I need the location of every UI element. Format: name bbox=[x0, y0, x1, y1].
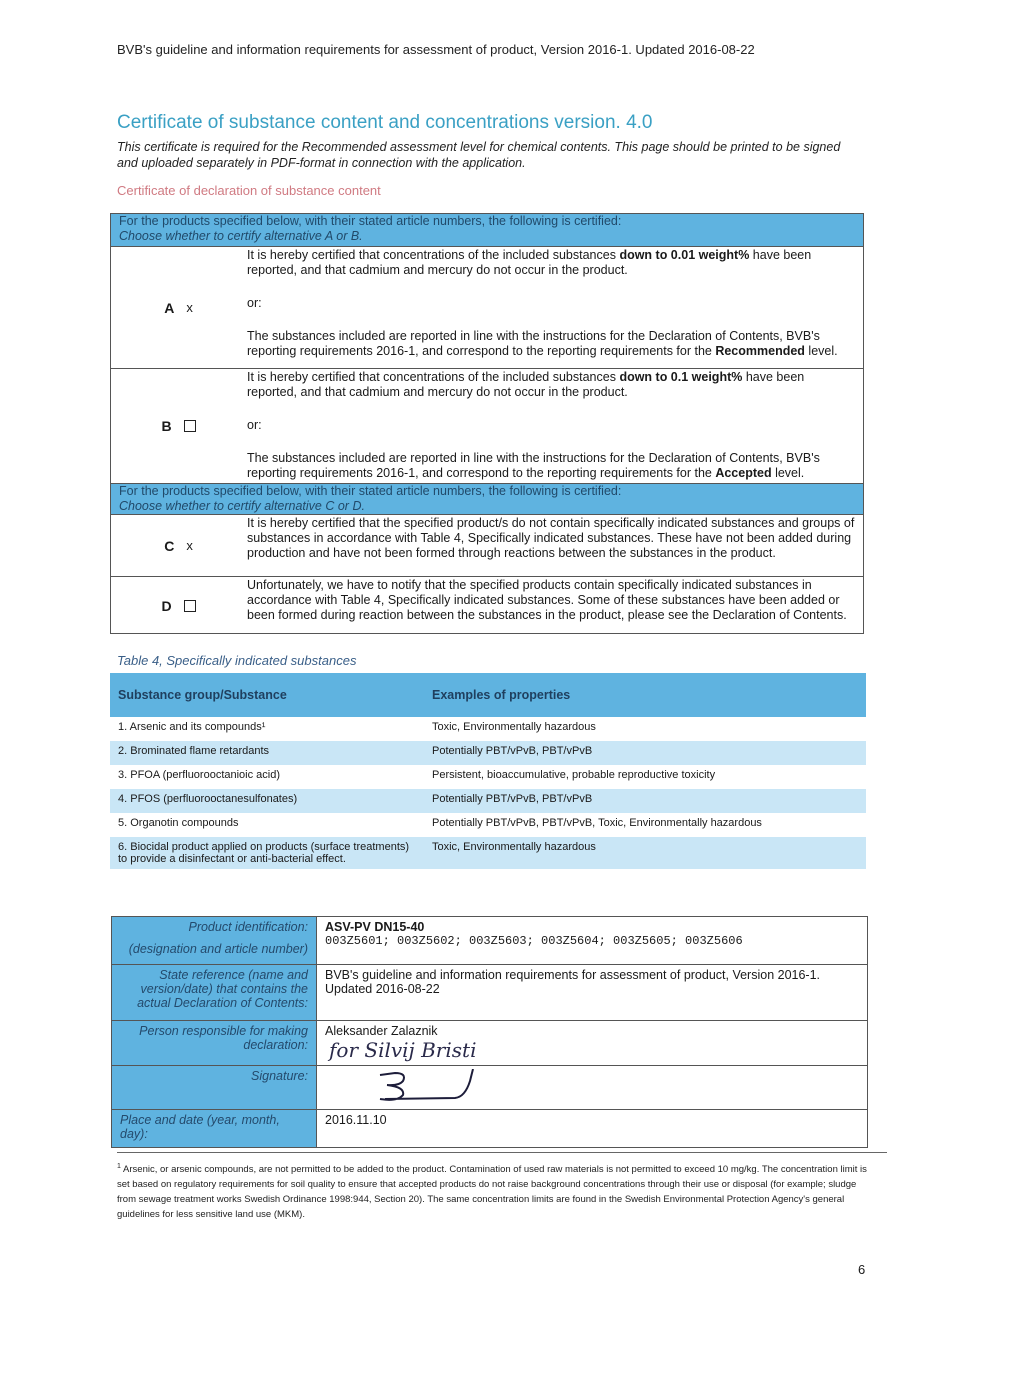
option-d-row bbox=[111, 576, 863, 634]
column-header-properties: Examples of properties bbox=[424, 673, 866, 717]
option-letter: A bbox=[164, 299, 175, 316]
properties-cell: Potentially PBT/vPvB, PBT/vPvB bbox=[424, 741, 866, 765]
option-c-selector[interactable] bbox=[111, 515, 246, 576]
signature-row bbox=[112, 1066, 868, 1110]
or-label: or: bbox=[247, 296, 262, 310]
page-header: BVB's guideline and information requirements for assessment of product, Version 2016-1. Updated 2016-08-22 bbox=[117, 42, 755, 57]
properties-cell: Toxic, Environmentally hazardous bbox=[432, 721, 596, 733]
option-a-checkmark: x bbox=[186, 300, 193, 315]
substance-cell: 1. Arsenic and its compounds¹ bbox=[118, 721, 266, 733]
section-title: Certificate of declaration of substance content bbox=[117, 183, 381, 198]
signature-label: Signature: bbox=[112, 1066, 317, 1110]
option-a-text bbox=[247, 248, 855, 359]
table-4-caption: Table 4, Specifically indicated substances bbox=[117, 653, 357, 668]
certification-band-ab bbox=[111, 214, 863, 246]
option-d-text: Unfortunately, we have to notify that the specified products contain specifically indicated substances in accordance with Table 4, Specifically indicated substances. Some of these substances have been added or been formed during reaction between the substances in the product, please see the Declaration of Contents. bbox=[247, 578, 847, 622]
product-id-label: Product identification: (designation and article number) bbox=[112, 917, 317, 965]
document-title: Certificate of substance content and concentrations version. 4.0 bbox=[117, 112, 653, 133]
substance-cell: 6. Biocidal product applied on products (surface treatments) to provide a disinfectant or anti-bacterial effect. bbox=[110, 837, 424, 869]
option-c-checkmark: x bbox=[186, 538, 193, 553]
handwritten-annotation: for Silvij Bristi bbox=[329, 1038, 477, 1062]
footnote-divider bbox=[117, 1152, 887, 1153]
place-date-value[interactable]: 2016.11.10 bbox=[317, 1110, 868, 1148]
table-row bbox=[110, 741, 866, 765]
option-d-selector[interactable] bbox=[111, 577, 246, 634]
table-row bbox=[110, 837, 866, 869]
band-cd-line2: Choose whether to certify alternative C or D. bbox=[119, 499, 365, 513]
certification-box bbox=[110, 213, 864, 634]
column-header-substance: Substance group/Substance bbox=[110, 673, 424, 717]
document-intro: This certificate is required for the Recommended assessment level for chemical contents. This page should be printed to be signed and uploaded separately in PDF-format in connection with the application. bbox=[117, 140, 841, 170]
certification-band-cd bbox=[111, 483, 863, 514]
table-header-row bbox=[110, 673, 866, 717]
option-b-checkbox[interactable] bbox=[184, 420, 196, 432]
option-a-row bbox=[111, 246, 863, 368]
person-row bbox=[112, 1021, 868, 1066]
option-c-text: It is hereby certified that the specified product/s do not contain specifically indicated substances and groups of substances in accordance with Table 4, Specifically indicated substances. These have not been added during production and have not been formed through reactions between the substances in the product. bbox=[247, 516, 855, 560]
footnote-text: Arsenic, or arsenic compounds, are not permitted to be added to the product. Contamination of used raw materials is not permitted to exceed 10 mg/kg. The concentration limit is set based on regulatory requirements for soil quality to ensure that accepted products do not raise background concentrations through their use or disposal (for example; sludge from sewage treatment works Swedish Ordinance 1998:944, Section 20). The same concentration limits are found in the Swedish Environmental Protection Agency's general guidelines for less sensitive land use (MKM). bbox=[117, 1164, 867, 1221]
table-row bbox=[110, 789, 866, 813]
option-letter: C bbox=[164, 537, 175, 554]
substance-cell: 4. PFOS (perfluorooctanesulfonates) bbox=[110, 789, 424, 813]
band-ab-line2: Choose whether to certify alternative A or B. bbox=[119, 229, 363, 243]
band-ab-line1: For the products specified below, with their stated article numbers, the following is certified: bbox=[119, 214, 622, 228]
option-b-selector[interactable] bbox=[111, 369, 246, 483]
place-date-row bbox=[112, 1110, 868, 1148]
option-b-paragraph-2: The substances included are reported in line with the instructions for the Declaration of Contents, BVB's reporting requirements 2016-1, and correspond to the reporting requirements for the Accepted level. bbox=[247, 451, 820, 480]
table-row bbox=[110, 717, 866, 741]
band-cd-line1: For the products specified below, with their stated article numbers, the following is certified: bbox=[119, 484, 622, 498]
person-name: Aleksander Zalaznik bbox=[325, 1024, 438, 1038]
footnote bbox=[117, 1159, 867, 1222]
product-name: ASV-PV DN15-40 bbox=[325, 920, 425, 934]
properties-cell: Persistent, bioaccumulative, probable reproductive toxicity bbox=[432, 769, 716, 781]
reference-label: State reference (name and version/date) that contains the actual Declaration of Contents: bbox=[112, 965, 317, 1021]
option-c-row bbox=[111, 514, 863, 576]
product-identification-table bbox=[111, 916, 868, 1148]
reference-value[interactable]: BVB's guideline and information requirements for assessment of product, Version 2016-1. Updated 2016-08-22 bbox=[317, 965, 868, 1021]
option-b-text bbox=[247, 370, 855, 481]
footnote-marker: 1 bbox=[117, 1163, 121, 1170]
or-label: or: bbox=[247, 418, 262, 432]
substance-cell: 3. PFOA (perfluorooctanioic acid) bbox=[118, 769, 281, 781]
option-b-row bbox=[111, 368, 863, 483]
properties-cell: Potentially PBT/vPvB, PBT/vPvB bbox=[424, 789, 866, 813]
option-letter: D bbox=[161, 597, 172, 614]
option-a-selector[interactable] bbox=[111, 247, 246, 368]
properties-cell: Toxic, Environmentally hazardous bbox=[424, 837, 866, 869]
signature-field[interactable] bbox=[317, 1066, 868, 1110]
option-d-checkbox[interactable] bbox=[184, 600, 196, 612]
person-value[interactable] bbox=[317, 1021, 868, 1066]
page-number: 6 bbox=[858, 1262, 866, 1277]
article-numbers: 003Z5601; 003Z5602; 003Z5603; 003Z5604; 003Z5605; 003Z5606 bbox=[325, 934, 743, 948]
person-label: Person responsible for making declaration: bbox=[112, 1021, 317, 1066]
properties-cell: Potentially PBT/vPvB, PBT/vPvB, Toxic, Environmentally hazardous bbox=[432, 817, 762, 829]
product-id-row bbox=[112, 917, 868, 965]
substance-cell: 2. Brominated flame retardants bbox=[110, 741, 424, 765]
option-letter: B bbox=[161, 418, 172, 434]
signature-image bbox=[325, 1069, 495, 1103]
option-a-paragraph-1: It is hereby certified that concentrations of the included substances down to 0.01 weight% have been reported, and that cadmium and mercury do not occur in the product. bbox=[247, 248, 812, 277]
product-id-value[interactable] bbox=[317, 917, 868, 965]
table-row bbox=[110, 765, 866, 789]
substance-cell: 5. Organotin compounds bbox=[118, 817, 239, 829]
table-row bbox=[110, 813, 866, 837]
table-4-specifically-indicated-substances bbox=[110, 673, 866, 869]
option-a-paragraph-2: The substances included are reported in line with the instructions for the Declaration of Contents, BVB's reporting requirements 2016-1, and correspond to the reporting requirements for the Recommended level. bbox=[247, 329, 838, 358]
place-date-label: Place and date (year, month, day): bbox=[112, 1110, 317, 1148]
option-b-paragraph-1: It is hereby certified that concentrations of the included substances down to 0.1 weight% have been reported, and that cadmium and mercury do not occur in the product. bbox=[247, 370, 805, 399]
reference-row bbox=[112, 965, 868, 1021]
